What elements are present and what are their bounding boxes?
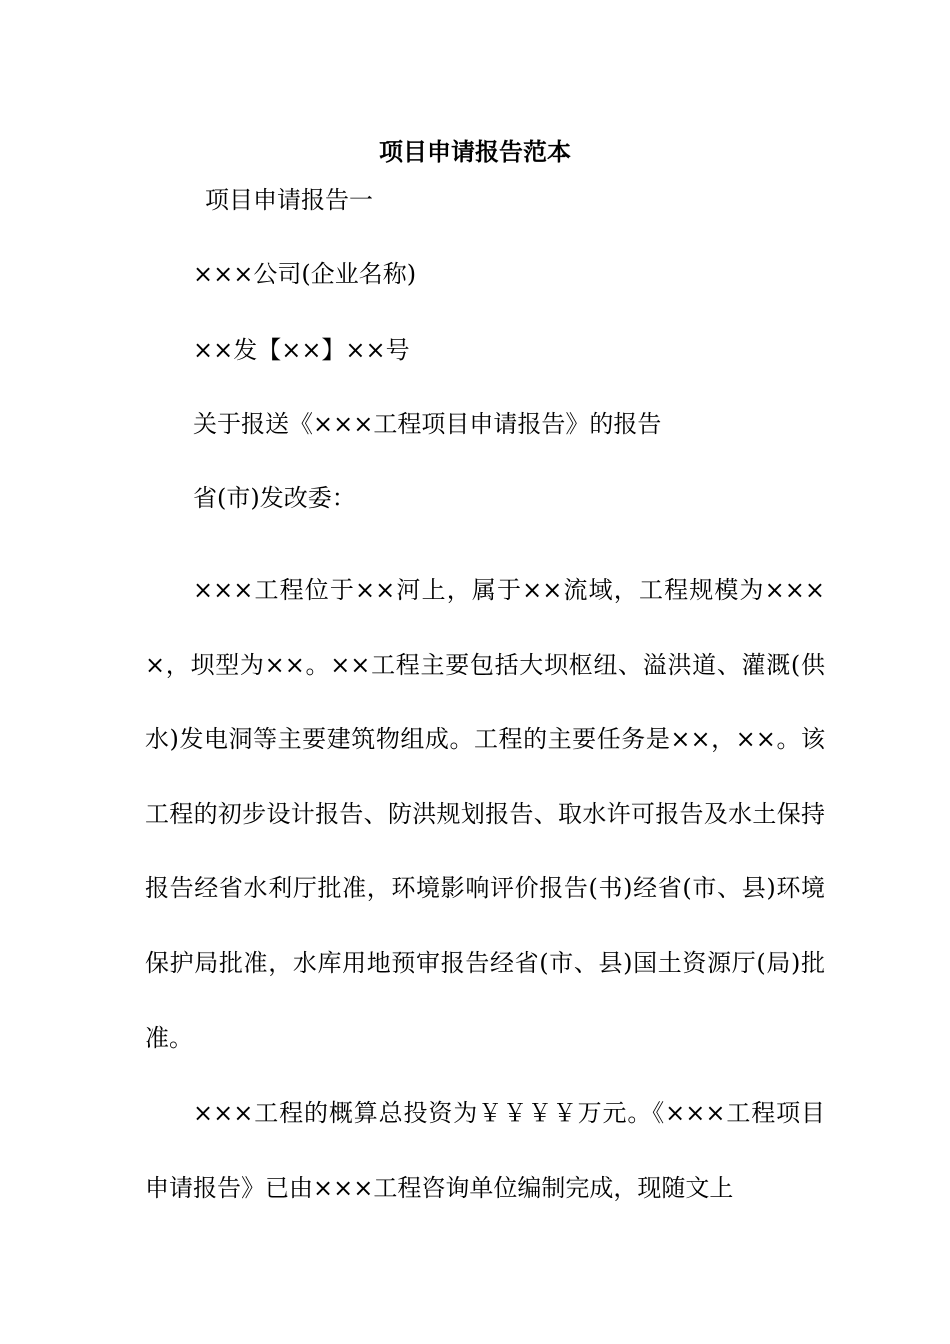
- recipient: 省(市)发改委：: [193, 484, 356, 512]
- body-paragraph: ×××工程的概算总投资为￥￥￥￥万元。《×××工程项目申请报告》已由×××工程咨询单位编制完成，现随文上: [145, 1099, 825, 1202]
- company-name: ×××公司(企业名称): [193, 260, 417, 288]
- document-number: ××发【××】××号: [193, 336, 410, 364]
- document-subtitle: 项目申请报告一: [205, 186, 373, 214]
- document-subject: 关于报送《×××工程项目申请报告》的报告: [193, 410, 662, 438]
- document-title: 项目申请报告范本: [379, 137, 571, 166]
- body-paragraph: ×××工程位于××河上，属于××流域，工程规模为××××，坝型为××。××工程主要包括大坝枢纽、溢洪道、灌溉(供水)发电洞等主要建筑物组成。工程的主要任务是××，××。该工程的初步设计报告、防洪规划报告、取水许可报告及水土保持报告经省水利厅批准，环境影响评价报告(书)经省(市、县)环境保护局批准，水库用地预审报告经省(市、县)国土资源厅(局)批准。: [145, 576, 825, 1052]
